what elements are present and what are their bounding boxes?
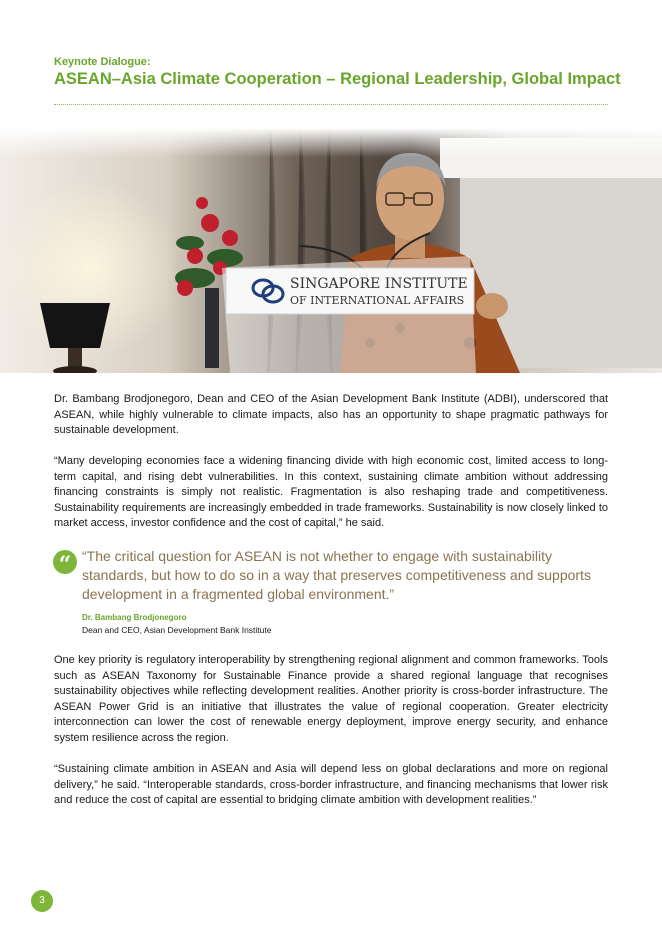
speaker-photo	[0, 128, 662, 373]
body-paragraph: “Sustaining climate ambition in ASEAN and Asia will depend less on global declarations and more on regional delivery,” he said. “Interoperable standards, cross-border infrastructure, and financing mechanisms that lower risk and reduce the cost of capital are essential to bridging climate ambition with development realities.”	[54, 763, 608, 806]
section-kicker: Keynote Dialogue:	[54, 56, 151, 68]
dotted-divider	[54, 104, 608, 105]
quote-attribution-role: Dean and CEO, Asian Development Bank Institute	[82, 625, 272, 635]
body-paragraph: “Many developing economies face a widening financing divide with high economic cost, limited access to long-term capital, and rising debt vulnerabilities. In this context, sustaining climate ambition without addressing financing constraints is simply not realistic. Fragmentation is also reshaping trade and competitiveness. Sustainability requirements are increasingly embedded in trade frameworks. Sustainability is now closely linked to market access, investor confidence and the cost of capital,” he said.	[54, 455, 608, 529]
body-paragraph: Dr. Bambang Brodjonegoro, Dean and CEO of the Asian Development Bank Institute (ADBI), underscored that ASEAN, while highly vulnerable to climate impacts, also has an opportunity to shape pragmatic pathways for sustainable development.	[54, 393, 608, 436]
quote-attribution-name: Dr. Bambang Brodjonegoro	[82, 613, 187, 622]
page-number-badge: 3	[31, 890, 53, 912]
pull-quote: “The critical question for ASEAN is not whether to engage with sustainability standards, but how to do so in a way that preserves competitiveness and supports development in a fragmented global environment.”	[82, 548, 591, 602]
page-title: ASEAN–Asia Climate Cooperation – Regional Leadership, Global Impact	[54, 70, 621, 88]
quote-icon: “	[53, 550, 77, 574]
body-paragraph: One key priority is regulatory interoperability by strengthening regional alignment and common frameworks. Tools such as ASEAN Taxonomy for Sustainable Finance provide a shared regional language that recognises sustainability objectives while reflecting development realities. Another priority is cross-border infrastructure. The ASEAN Power Grid is an initiative that illustrates the value of regional cooperation. Greater electricity interconnection can lower the cost of renewable energy deployment, improve energy security, and enhance system resilience across the region.	[54, 654, 608, 744]
